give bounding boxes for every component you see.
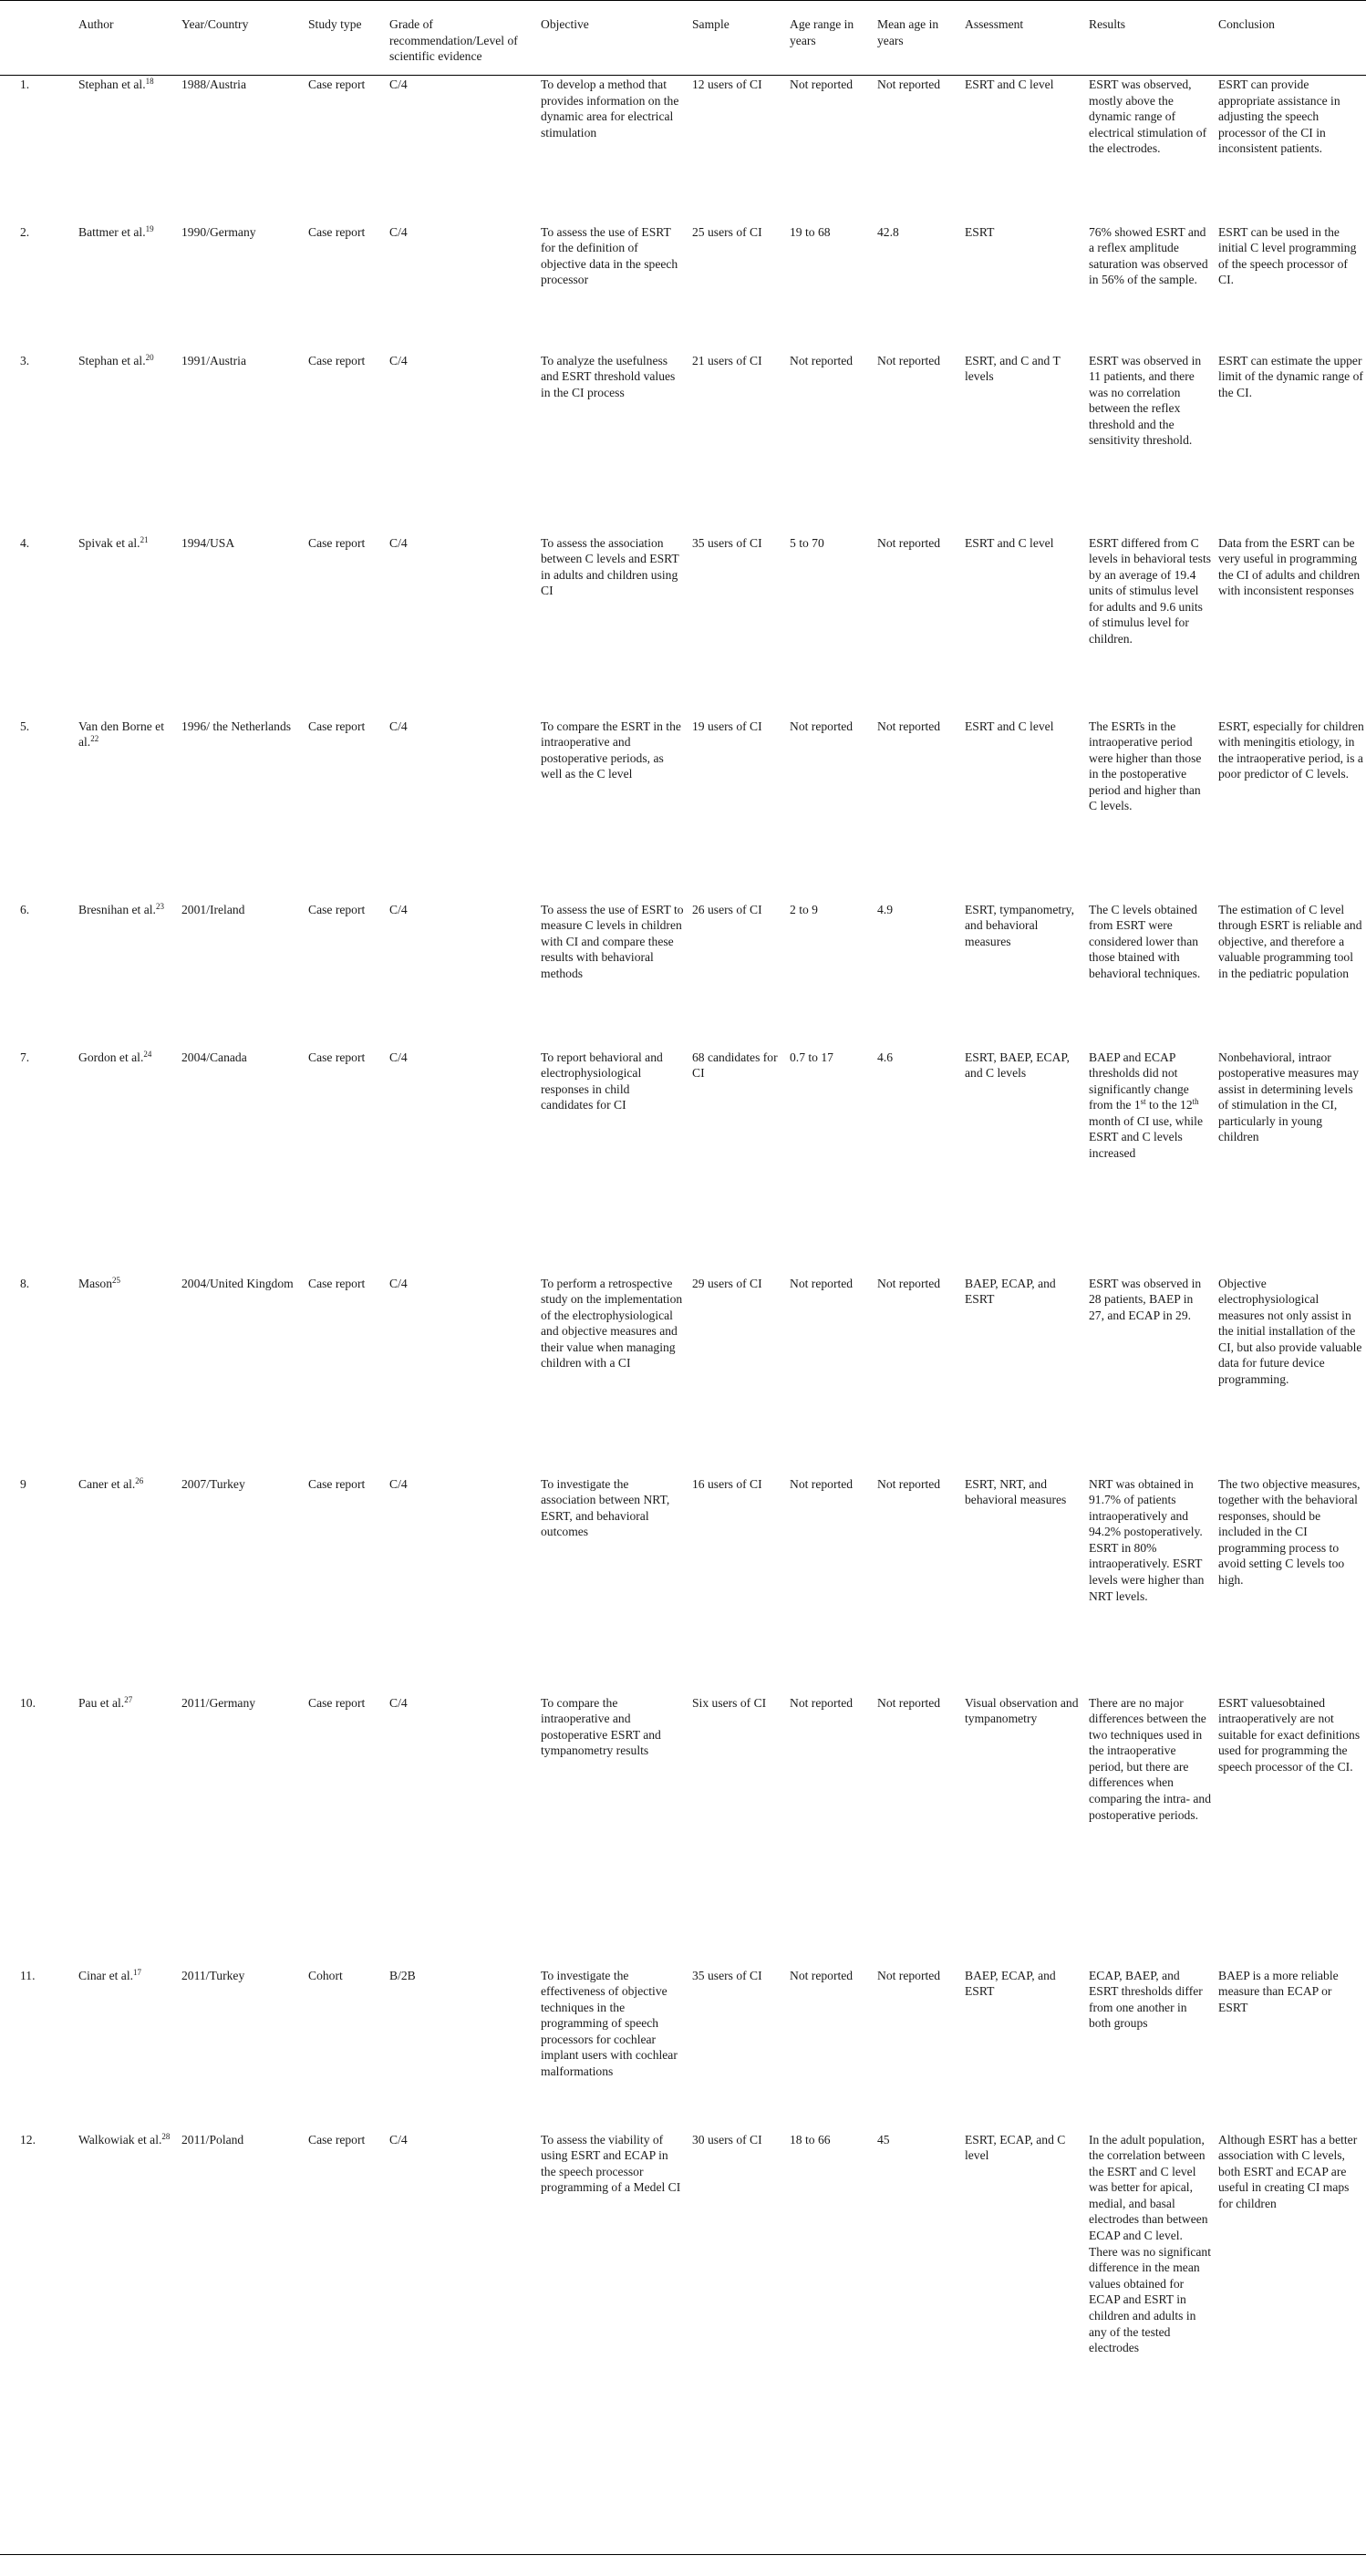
row-number: 7. [20,1050,30,1064]
table-row [0,2131,1366,2555]
reference-number: 23 [155,901,164,911]
results-cell [1089,1049,1218,1275]
results-cell: The ESRTs in the intraoperative period were higher than those in the postoperative period and higher than C levels. [1089,719,1202,813]
mean-age-cell: 45 [877,2131,965,2555]
year-country-cell: 2011/Poland [181,2131,308,2555]
author-name: Bresnihan et al. [78,902,156,916]
age-range-cell: Not reported [790,1276,854,1290]
assessment-cell: ESRT and C level [965,719,1054,733]
study-type-cell: Case report [308,1695,366,1710]
sample-cell: 26 users of CI [692,902,762,916]
author-cell [78,1475,181,1694]
results-text: to the 12 [1145,1098,1193,1112]
table-row [0,1694,1366,1967]
header-grade: Grade of recommendation/Level of scientific evidence [389,1,541,76]
age-range-cell: 0.7 to 17 [790,1050,833,1064]
grade-cell: C/4 [389,1050,408,1064]
grade-cell: C/4 [389,719,408,733]
author-name: Stephan et al. [78,78,146,91]
author-name: Caner et al. [78,1476,136,1491]
author-cell [78,223,181,352]
objective-cell: To assess the use of ESRT for the definition of objective data in the speech processor [541,224,678,287]
objective-cell: To perform a retrospective study on the implementation of the electrophysiological and objective measures and their value when managing children with a CI [541,1276,683,1371]
author-name: Walkowiak et al. [78,2132,162,2147]
sample-cell: 16 users of CI [692,1476,762,1491]
sample-cell: 29 users of CI [692,1276,762,1290]
year-country-cell: 1990/Germany [181,224,256,239]
row-number: 8. [20,1276,30,1290]
conclusion-cell: ESRT can be used in the initial C level programming of the speech processor of CI. [1218,224,1357,287]
mean-age-cell: Not reported [877,1276,941,1290]
mean-age-cell: Not reported [877,1476,941,1491]
header-number [0,1,78,76]
reference-number: 28 [161,2131,171,2141]
year-country-cell: 1994/USA [181,535,235,550]
year-country-cell: 2004/United Kingdom [181,1276,294,1290]
ordinal-suffix: st [1140,1097,1146,1107]
age-range-cell: 19 to 68 [790,224,831,239]
sample-cell: 12 users of CI [692,78,762,91]
table-row [0,1275,1366,1475]
grade-cell: C/4 [389,353,408,367]
table-row [0,352,1366,534]
age-range-cell: Not reported [790,78,854,91]
sample-cell: 25 users of CI [692,224,762,239]
assessment-cell: ESRT [965,224,995,239]
ordinal-suffix: th [1192,1097,1199,1107]
study-type-cell: Case report [308,1276,366,1290]
age-range-cell: Not reported [790,353,854,367]
year-country-cell: 2011/Turkey [181,1968,245,1982]
table-row [0,718,1366,901]
header-objective: Objective [541,1,692,76]
reference-number: 27 [124,1694,133,1704]
reference-number: 17 [133,1967,142,1977]
assessment-cell: ESRT and C level [965,78,1054,91]
results-cell: ESRT was observed in 28 patients, BAEP in 27, and ECAP in 29. [1089,1276,1202,1322]
author-name: Stephan et al. [78,353,146,367]
row-number: 3. [20,353,30,367]
study-type-cell: Case report [308,535,366,550]
table-row [0,534,1366,718]
sample-cell: 21 users of CI [692,353,762,367]
mean-age-cell: Not reported [877,353,941,367]
year-country-cell: 1991/Austria [181,353,246,367]
objective-cell: To investigate the association between NRT, ESRT, and behavioral outcomes [541,1476,670,1539]
year-country-cell: 2001/Ireland [181,902,245,916]
mean-age-cell: 4.6 [877,1050,893,1064]
row-number: 9 [20,1476,26,1491]
study-type-cell: Case report [308,353,366,367]
study-type-cell: Case report [308,719,366,733]
mean-age-cell: 42.8 [877,224,899,239]
age-range-cell: Not reported [790,719,854,733]
conclusion-cell: The estimation of C level through ESRT is reliable and objective, and therefore a valuable programming tool in the pediatric population [1218,902,1362,980]
header-study-type: Study type [308,1,389,76]
conclusion-cell: ESRT, especially for children with meningitis etiology, in the intraoperative period, is a poor predictor of C levels. [1218,719,1364,781]
results-cell: There are no major differences between the two techniques used in the intraoperative period, but there are differences when comparing the intra- and postoperative periods. [1089,1695,1211,1822]
age-range-cell: Not reported [790,1968,854,1982]
author-name: Mason [78,1276,113,1290]
assessment-cell: ESRT, and C and T levels [965,353,1061,384]
author-name: Spivak et al. [78,535,140,550]
author-cell [78,1275,181,1475]
table-row [0,1967,1366,2131]
assessment-cell: BAEP, ECAP, and ESRT [965,1968,1056,1999]
author-name: Battmer et al. [78,224,146,239]
row-number: 5. [20,719,30,733]
table-row [0,76,1366,223]
results-cell: In the adult population, the correlation between the ESRT and C level was better for apical, medial, and basal electrodes than between ECAP and C level. There was no significant difference in the mean values obtained for ECAP and ESRT in children and adults in any of the tested electrodes [1089,2131,1218,2555]
age-range-cell: 18 to 66 [790,2131,877,2555]
assessment-cell: BAEP, ECAP, and ESRT [965,1276,1056,1307]
author-cell [78,534,181,718]
header-mean-age: Mean age in years [877,1,965,76]
header-results: Results [1089,1,1218,76]
objective-cell: To report behavioral and electrophysiological responses in child candidates for CI [541,1050,663,1112]
reference-number: 20 [145,352,154,362]
row-number: 4. [20,535,30,550]
author-cell [78,1967,181,2131]
grade-cell: C/4 [389,2131,541,2555]
table-row [0,901,1366,1049]
assessment-cell: ESRT, tympanometry, and behavioral measures [965,902,1074,948]
author-name: Pau et al. [78,1695,125,1710]
conclusion-cell: Objective electrophysiological measures not only assist in the initial installation of the CI, but also provide valuable data for future device programming. [1218,1276,1362,1387]
header-conclusion: Conclusion [1218,1,1366,76]
conclusion-cell: Although ESRT has a better association with C levels, both ESRT and ECAP are useful in creating CI maps for children [1218,2131,1366,2555]
author-cell [78,76,181,223]
objective-cell: To assess the association between C levels and ESRT in adults and children using CI [541,535,679,598]
study-type-cell: Case report [308,902,366,916]
table-row [0,1049,1366,1275]
results-cell: 76% showed ESRT and a reflex amplitude saturation was observed in 56% of the sample. [1089,224,1208,287]
author-name: Cinar et al. [78,1968,134,1982]
author-cell [78,352,181,534]
study-type-cell: Case report [308,1476,366,1491]
objective-cell: To investigate the effectiveness of objective techniques in the programming of speech processors for cochlear implant users with cochlear malformations [541,1968,678,2079]
header-row [0,1,1366,76]
grade-cell: C/4 [389,1476,408,1491]
objective-cell: To analyze the usefulness and ESRT threshold values in the CI process [541,353,676,399]
year-country-cell: 2007/Turkey [181,1476,245,1491]
results-cell: The C levels obtained from ESRT were considered lower than those btained with behavioral techniques. [1089,902,1201,980]
results-cell: ECAP, BAEP, and ESRT thresholds differ from one another in both groups [1089,1968,1203,2031]
sample-cell: 30 users of CI [692,2131,790,2555]
reference-number: 18 [145,77,154,86]
study-type-cell: Cohort [308,1968,343,1982]
results-text: BAEP and ECAP thresholds did not significantly change from the 1 [1089,1050,1189,1112]
mean-age-cell: Not reported [877,719,941,733]
row-number: 12. [0,2131,78,2555]
assessment-cell: ESRT, NRT, and behavioral measures [965,1476,1067,1507]
objective-cell: To develop a method that provides information on the dynamic area for electrical stimulation [541,78,679,140]
conclusion-cell: ESRT valuesobtained intraoperatively are not suitable for exact definitions used for programming the speech processor of the CI. [1218,1695,1361,1774]
objective-cell: To compare the ESRT in the intraoperative and postoperative periods, as well as the C level [541,719,681,781]
year-country-cell: 1988/Austria [181,78,246,91]
study-type-cell: Case report [308,78,366,91]
sample-cell: 35 users of CI [692,535,762,550]
grade-cell: C/4 [389,902,408,916]
header-age-range: Age range in years [790,1,877,76]
results-cell: ESRT was observed in 11 patients, and there was no correlation between the reflex threshold and the sensitivity threshold. [1089,353,1202,448]
results-cell: ESRT differed from C levels in behavioral tests by an average of 19.4 units of stimulus level for adults and 9.6 units of stimulus level for children. [1089,535,1212,647]
mean-age-cell: 4.9 [877,902,893,916]
sample-cell: 35 users of CI [692,1968,762,1982]
reference-number: 25 [112,1275,121,1285]
reference-number: 21 [140,534,149,544]
conclusion-cell: BAEP is a more reliable measure than ECAP or ESRT [1218,1968,1339,2014]
grade-cell: C/4 [389,78,408,91]
assessment-cell: ESRT and C level [965,535,1054,550]
study-type-cell: Case report [308,1050,366,1064]
objective-cell: To compare the intraoperative and postoperative ESRT and tympanometry results [541,1695,661,1758]
grade-cell: C/4 [389,224,408,239]
author-cell [78,718,181,901]
author-name: Gordon et al. [78,1050,144,1064]
sample-cell: 68 candidates for CI [692,1050,778,1081]
age-range-cell: 2 to 9 [790,902,818,916]
results-text: month of CI use, while ESRT and C levels increased [1089,1113,1203,1161]
row-number: 6. [20,902,30,916]
author-cell [78,1694,181,1967]
study-type-cell: Case report [308,224,366,239]
row-number: 1. [20,78,30,91]
reference-number: 22 [90,734,99,744]
author-cell [78,1049,181,1275]
mean-age-cell: Not reported [877,535,941,550]
row-number: 11. [20,1968,36,1982]
study-type-cell: Case report [308,2131,389,2555]
author-name: Van den Borne et al. [78,719,164,750]
assessment-cell: Visual observation and tympanometry [965,1695,1079,1726]
header-assessment: Assessment [965,1,1089,76]
objective-cell: To assess the viability of using ESRT and ECAP in the speech processor programming of a Medel CI [541,2131,692,2555]
row-number: 2. [20,224,30,239]
year-country-cell: 2004/Canada [181,1050,247,1064]
conclusion-cell: ESRT can estimate the upper limit of the dynamic range of the CI. [1218,353,1363,399]
mean-age-cell: Not reported [877,1695,941,1710]
objective-cell: To assess the use of ESRT to measure C levels in children with CI and compare these results with behavioral methods [541,902,684,980]
age-range-cell: 5 to 70 [790,535,824,550]
results-cell: NRT was obtained in 91.7% of patients intraoperatively and 94.2% postoperatively. ESRT in 80% intraoperatively. ESRT levels were higher than NRT levels. [1089,1476,1205,1603]
reference-number: 19 [145,223,154,233]
sample-cell: Six users of CI [692,1695,767,1710]
header-sample: Sample [692,1,790,76]
header-year-country: Year/Country [181,1,308,76]
reference-number: 26 [135,1475,144,1485]
conclusion-cell: Data from the ESRT can be very useful in programming the CI of adults and children with inconsistent responses [1218,535,1361,598]
year-country-cell: 1996/ the Netherlands [181,719,292,733]
conclusion-cell: ESRT can provide appropriate assistance in adjusting the speech processor of the CI in inconsistent patients. [1218,78,1340,156]
grade-cell: C/4 [389,1695,408,1710]
author-cell [78,2131,181,2555]
mean-age-cell: Not reported [877,1968,941,1982]
mean-age-cell: Not reported [877,78,941,91]
grade-cell: B/2B [389,1968,416,1982]
sample-cell: 19 users of CI [692,719,762,733]
year-country-cell: 2011/Germany [181,1695,256,1710]
assessment-cell: ESRT, ECAP, and C level [965,2131,1089,2555]
assessment-cell: ESRT, BAEP, ECAP, and C levels [965,1050,1070,1081]
results-cell: ESRT was observed, mostly above the dynamic range of electrical stimulation of the electrodes. [1089,78,1207,156]
age-range-cell: Not reported [790,1695,854,1710]
grade-cell: C/4 [389,1276,408,1290]
age-range-cell: Not reported [790,1476,854,1491]
row-number: 10. [20,1695,36,1710]
reference-number: 24 [143,1049,152,1059]
grade-cell: C/4 [389,535,408,550]
table-row [0,223,1366,352]
header-author: Author [78,1,181,76]
table-row [0,1475,1366,1694]
author-cell [78,901,181,1049]
conclusion-cell: Nonbehavioral, intraor postoperative measures may assist in determining levels of stimulation in the CI, particularly in young children [1218,1050,1360,1144]
conclusion-cell: The two objective measures, together with the behavioral responses, should be included in the CI programming process to avoid setting C levels too high. [1218,1476,1361,1588]
